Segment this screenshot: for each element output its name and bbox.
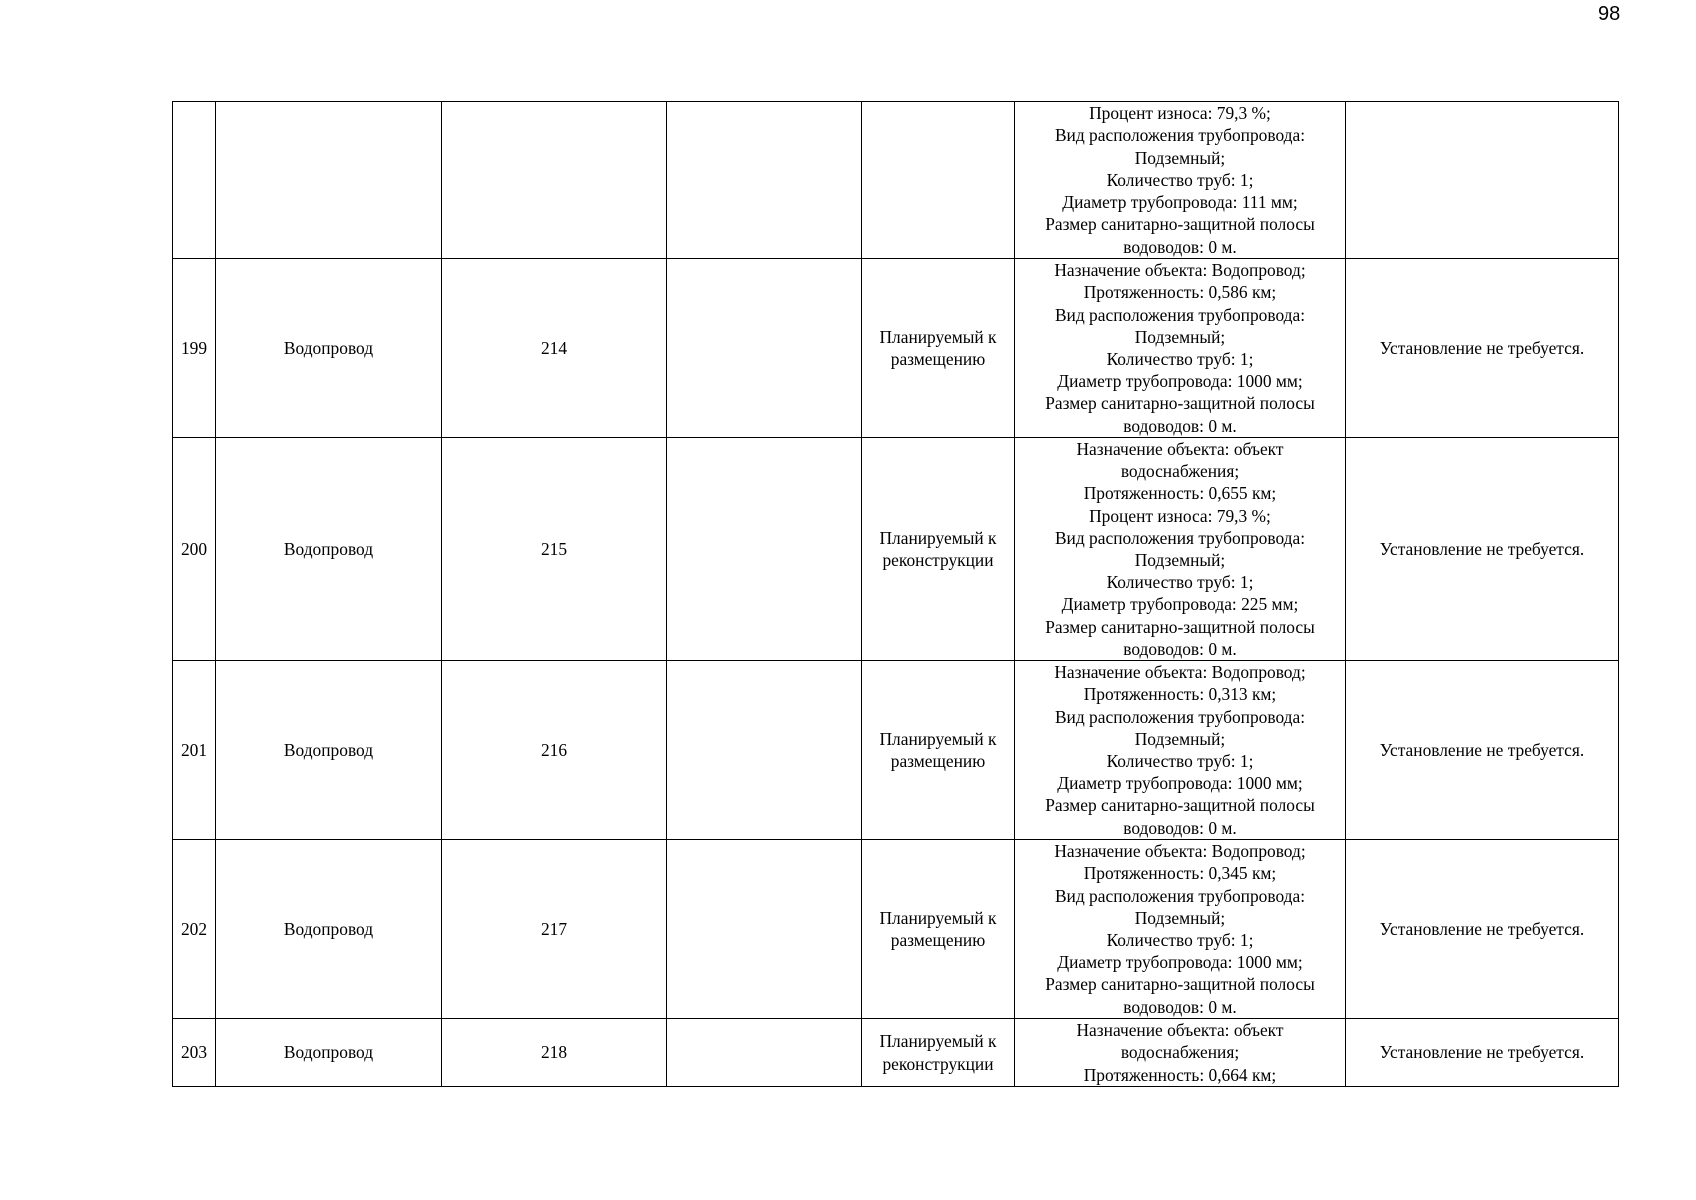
status-line: размещению: [890, 930, 986, 951]
characteristic-line: Протяженность: 0,655 км;: [1083, 483, 1277, 504]
characteristic-line: Вид расположения трубопровода:: [1054, 885, 1306, 906]
characteristic-line: Назначение объекта: объект: [1076, 439, 1284, 459]
protection-zone-cell: Установление не требуется.: [1346, 438, 1619, 661]
characteristic-line: Размер санитарно-защитной полосы: [1045, 214, 1315, 235]
protection-zone-cell: [1346, 102, 1619, 259]
empty-cell: [667, 661, 862, 840]
characteristic-line: Количество труб: 1;: [1106, 572, 1254, 593]
page-number: 98: [1598, 3, 1621, 25]
characteristic-line: водоснабжения;: [1120, 1042, 1240, 1063]
object-characteristics-cell: [1015, 259, 1346, 438]
characteristic-line: Вид расположения трубопровода:: [1054, 304, 1306, 325]
characteristic-line: водоводов: 0 м.: [1123, 638, 1237, 659]
characteristic-line: Количество труб: 1;: [1106, 349, 1254, 369]
characteristic-line: Назначение объекта: объект: [1076, 1020, 1284, 1041]
characteristic-line: водоводов: 0 м.: [1123, 236, 1237, 257]
empty-cell: [667, 438, 862, 661]
table-row: [173, 840, 1619, 1019]
status-line: Планируемый к: [879, 1031, 997, 1052]
status-line: размещению: [890, 349, 986, 369]
characteristic-line: водоводов: 0 м.: [1123, 415, 1237, 436]
characteristic-line: водоводов: 0 м.: [1123, 996, 1237, 1017]
table-row: [173, 102, 1619, 259]
object-status-cell: [862, 259, 1015, 438]
object-status-cell: [862, 102, 1015, 259]
characteristic-line: Протяженность: 0,664 км;: [1083, 1064, 1277, 1085]
characteristic-line: Размер санитарно-защитной полосы: [1045, 616, 1315, 637]
empty-cell: [667, 840, 862, 1019]
protection-zone-cell: Установление не требуется.: [1346, 1019, 1619, 1087]
object-code-cell: [442, 102, 667, 259]
characteristic-line: Подземный;: [1134, 728, 1226, 749]
protection-zone-cell: Установление не требуется.: [1346, 661, 1619, 840]
row-number-cell: 203: [173, 1019, 216, 1087]
characteristic-line: Диаметр трубопровода: 1000 мм;: [1057, 952, 1303, 973]
row-number-cell: 202: [173, 840, 216, 1019]
table-row: [173, 1019, 1619, 1087]
protection-zone-cell: Установление не требуется.: [1346, 259, 1619, 438]
characteristic-line: Размер санитарно-защитной полосы: [1045, 974, 1315, 995]
status-line: Планируемый к: [879, 527, 997, 548]
characteristic-line: Протяженность: 0,313 км;: [1083, 684, 1277, 705]
object-status-cell: [862, 1019, 1015, 1087]
characteristic-line: Назначение объекта: Водопровод;: [1054, 662, 1306, 683]
characteristic-line: Подземный;: [1134, 147, 1226, 168]
object-characteristics-cell: [1015, 1019, 1346, 1087]
status-line: Планируемый к: [879, 728, 997, 749]
object-name-cell: Водопровод: [216, 840, 442, 1019]
table-row: [173, 259, 1619, 438]
row-number-cell: 199: [173, 259, 216, 438]
characteristic-line: Процент износа: 79,3 %;: [1089, 505, 1271, 526]
characteristic-line: Подземный;: [1134, 907, 1226, 928]
characteristic-line: Протяженность: 0,345 км;: [1083, 863, 1277, 884]
row-number-cell: 200: [173, 438, 216, 661]
status-line: размещению: [890, 751, 986, 772]
empty-cell: [667, 259, 862, 438]
object-name-cell: Водопровод: [216, 438, 442, 661]
characteristic-line: Диаметр трубопровода: 111 мм;: [1062, 192, 1298, 213]
object-code-cell: 216: [442, 661, 667, 840]
object-status-cell: [862, 840, 1015, 1019]
row-number-cell: 201: [173, 661, 216, 840]
characteristic-line: Протяженность: 0,586 км;: [1083, 282, 1277, 303]
table-row: [173, 438, 1619, 661]
status-line: Планируемый к: [879, 907, 997, 928]
objects-table-body: [173, 102, 1619, 1087]
objects-table: [172, 101, 1619, 1087]
object-name-cell: Водопровод: [216, 1019, 442, 1087]
characteristic-line: Назначение объекта: Водопровод;: [1054, 841, 1306, 862]
object-code-cell: 215: [442, 438, 667, 661]
characteristic-line: Процент износа: 79,3 %;: [1089, 103, 1271, 124]
object-characteristics-cell: [1015, 840, 1346, 1019]
protection-zone-cell: Установление не требуется.: [1346, 840, 1619, 1019]
characteristic-line: Количество труб: 1;: [1106, 169, 1254, 190]
object-name-cell: [216, 102, 442, 259]
characteristic-line: Подземный;: [1134, 326, 1226, 347]
object-characteristics-cell: [1015, 661, 1346, 840]
characteristic-line: Количество труб: 1;: [1106, 930, 1254, 951]
object-characteristics-cell: [1015, 102, 1346, 259]
characteristic-line: Диаметр трубопровода: 1000 мм;: [1057, 371, 1303, 392]
characteristic-line: Подземный;: [1134, 550, 1226, 571]
characteristic-line: Назначение объекта: Водопровод;: [1054, 260, 1306, 281]
characteristic-line: Вид расположения трубопровода:: [1054, 527, 1306, 548]
row-number-cell: [173, 102, 216, 259]
characteristic-line: Количество труб: 1;: [1106, 751, 1254, 772]
characteristic-line: Размер санитарно-защитной полосы: [1045, 795, 1315, 816]
object-code-cell: 214: [442, 259, 667, 438]
characteristic-line: водоснабжения;: [1120, 461, 1240, 482]
status-line: реконструкции: [882, 550, 994, 571]
status-line: Планируемый к: [879, 326, 997, 347]
status-line: реконструкции: [882, 1053, 994, 1074]
characteristic-line: Размер санитарно-защитной полосы: [1045, 393, 1315, 414]
object-status-cell: [862, 661, 1015, 840]
characteristic-line: Вид расположения трубопровода:: [1054, 706, 1306, 727]
characteristic-line: Диаметр трубопровода: 1000 мм;: [1057, 773, 1303, 794]
characteristic-line: Вид расположения трубопровода:: [1054, 125, 1306, 146]
empty-cell: [667, 102, 862, 259]
object-code-cell: 217: [442, 840, 667, 1019]
object-name-cell: Водопровод: [216, 259, 442, 438]
object-code-cell: 218: [442, 1019, 667, 1087]
empty-cell: [667, 1019, 862, 1087]
characteristic-line: водоводов: 0 м.: [1123, 817, 1237, 838]
table-row: [173, 661, 1619, 840]
object-name-cell: Водопровод: [216, 661, 442, 840]
characteristic-line: Диаметр трубопровода: 225 мм;: [1061, 594, 1299, 615]
object-characteristics-cell: [1015, 438, 1346, 661]
object-status-cell: [862, 438, 1015, 661]
